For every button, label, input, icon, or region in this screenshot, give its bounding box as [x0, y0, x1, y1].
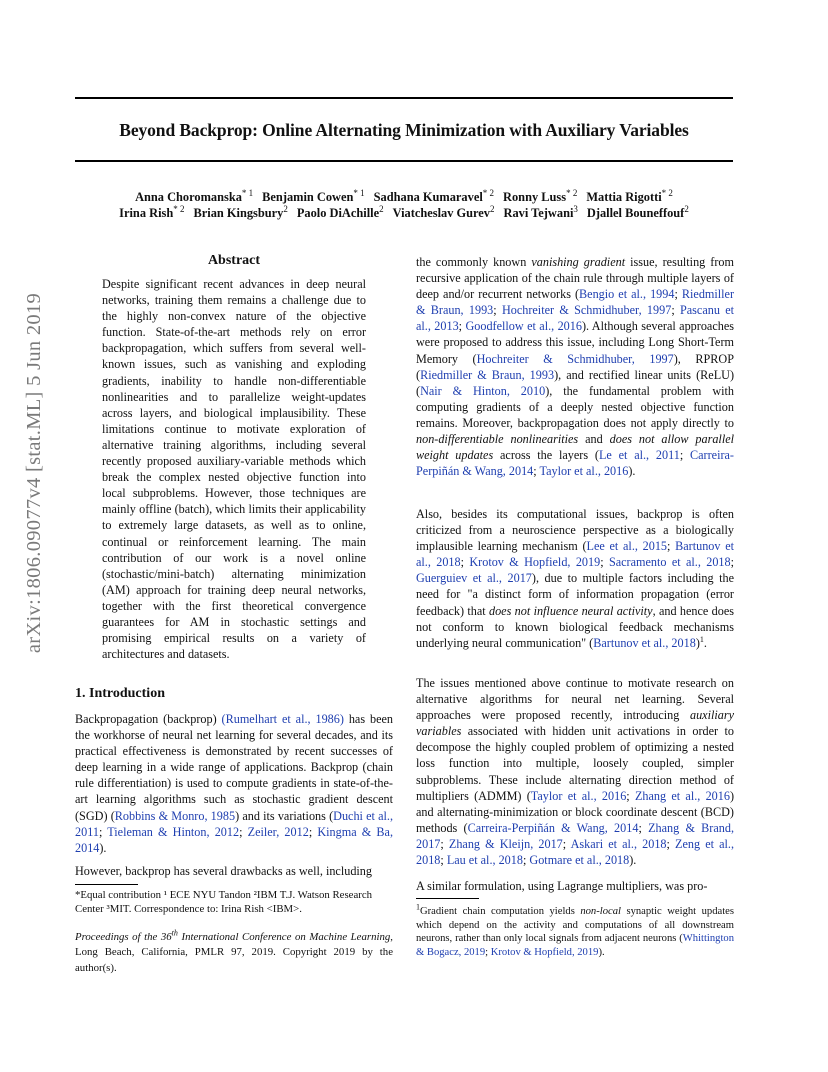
footnote-1 — [416, 902, 734, 959]
text-run: ; — [626, 788, 635, 803]
text-run: ; — [667, 539, 676, 554]
text-run: across the layers ( — [493, 448, 599, 463]
text-run: ), due to multiple factors including the need for "a distinct form of information propagation (error feedback) that — [416, 571, 734, 618]
citation-link[interactable]: Hochreiter & Schmidhuber, 1997 — [476, 351, 674, 366]
paper-title: Beyond Backprop: Online Alternating Minimization with Auxiliary Variables — [119, 120, 689, 140]
right-paragraph-2 — [416, 506, 734, 651]
citation-link[interactable]: Pascanu et al., 2013 — [416, 303, 735, 334]
citation-link[interactable]: Carreira-Perpiñán & Wang, 2014 — [416, 448, 734, 479]
text-run: ), the fundamental problem with computing gradients of a deeply nested objective function remains. Moreover, backpropagation does not apply directly to — [416, 383, 734, 430]
text-run: the commonly known — [416, 255, 532, 269]
citation-link[interactable]: Tieleman & Hinton, 2012 — [107, 824, 240, 839]
author-affiliation-mark: 2 — [379, 203, 384, 214]
affiliation-footnote: *Equal contribution ¹ ECE NYU Tandon ²IBM T.J. Watson Research Center ³MIT. Correspondence to: Irina Rish <IBM>. — [75, 889, 373, 915]
text-run: , Long Beach, California, PMLR 97, 2019. Copyright 2019 by the author(s). — [75, 931, 393, 974]
author-name: Viatcheslav Gurev — [392, 206, 491, 220]
text-run: Backpropagation (backprop) — [75, 712, 222, 726]
text-run: issue, resulting from recursive application of the chain rule through multiple layers of deep and/or recurrent networks ( — [416, 255, 734, 302]
text-run: and — [578, 432, 610, 447]
citation-link[interactable]: Gotmare et al., 2018 — [529, 853, 630, 868]
intro-paragraph-2 — [75, 863, 393, 879]
text-run: ; — [239, 824, 248, 839]
text-run: ; — [666, 836, 676, 851]
emphasis-text: non-local — [580, 906, 621, 917]
text-run: ) and its variations ( — [235, 808, 334, 823]
citation-link[interactable]: Duchi et al., 2011 — [75, 808, 393, 839]
author-name: Paolo DiAchille — [296, 206, 380, 220]
author-affiliation-mark: 2 — [684, 203, 689, 214]
author-name: Ronny Luss — [503, 190, 567, 204]
text-run: The issues mentioned above continue to motivate research on alternative algorithms for neural net learning. Several approaches were proposed recently, introducing — [416, 676, 734, 723]
text-run: ) and alternating-minimization or block coordinate descent (BCD) methods ( — [416, 788, 735, 835]
author — [119, 203, 185, 220]
author — [586, 187, 673, 204]
author — [392, 203, 495, 220]
emphasis-text: vanishing gradient — [531, 255, 626, 269]
citation-link[interactable]: Zeng et al., 2018 — [416, 836, 735, 868]
text-run: ; — [440, 836, 449, 851]
citation-link[interactable]: Kingma & Ba, 2014 — [75, 824, 393, 855]
text-run: ). — [628, 464, 636, 479]
right-paragraph-3 — [416, 675, 734, 868]
author-affiliation-mark: * 1 — [241, 187, 254, 198]
section-heading-introduction: 1. Introduction — [75, 686, 165, 701]
author-name: Benjamin Cowen — [262, 190, 354, 204]
citation-link[interactable]: Riedmiller & Braun, 1993 — [416, 287, 735, 318]
author-affiliation-mark: * 1 — [353, 187, 365, 198]
proceedings-notice — [75, 930, 393, 976]
superscript: th — [171, 928, 178, 938]
text-run: ; — [730, 555, 734, 570]
author-affiliation-mark: 3 — [573, 203, 578, 214]
citation-link[interactable]: Goodfellow et al., 2016 — [465, 319, 582, 334]
citation-link[interactable]: Bartunov et al., 2018 — [593, 635, 696, 650]
citation-link[interactable]: (Rumelhart et al., 1986) — [221, 712, 344, 726]
text-run: ; — [533, 464, 540, 479]
citation-link[interactable]: Bartunov et al., 2018 — [416, 539, 734, 570]
text-run: ). — [99, 840, 107, 855]
text-run: ), and rectified linear units (ReLU) ( — [416, 367, 735, 398]
citation-link[interactable]: Krotov & Hopfield, 2019 — [490, 946, 599, 958]
citation-link[interactable]: Carreira-Perpiñán & Wang, 2014 — [467, 820, 639, 835]
text-run: ; — [674, 287, 682, 302]
text-run: However, backprop has several drawbacks as well, including — [75, 864, 372, 878]
citation-link[interactable]: Riedmiller & Braun, 1993 — [420, 367, 555, 382]
text-run: ; — [600, 555, 609, 570]
author-affiliation-mark: 2 — [490, 203, 495, 214]
text-run: ; — [458, 319, 466, 334]
citation-link[interactable]: Le et al., 2011 — [598, 448, 680, 463]
author — [135, 187, 254, 204]
emphasis-text: auxiliary variables — [416, 708, 734, 739]
author — [296, 203, 384, 220]
citation-link[interactable]: Krotov & Hopfield, 2019 — [469, 555, 601, 570]
author — [503, 203, 578, 220]
text-run: ; — [638, 820, 649, 835]
text-run: Gradient chain computation yields — [420, 906, 581, 917]
footnote-rule-right — [416, 898, 479, 899]
abstract-body: Despite significant recent advances in deep neural networks, training them remains a challenge due to the highly non-convex nature of the objective function. State-of-the-art methods rely on error backpropagation, which suffers from several well-known issues, such as vanishing and exploding gradients, inability to handle non-differentiable nonlinearities and to parallelize weight-updates across layers, and biological implausibility. These limitations continue to motivate exploration of alternative training algorithms, including several recently proposed auxiliary-variable methods which break the complex nested objective function into local subproblems. However, those techniques are mainly offline (batch), which limits their applicability to extremely large datasets, as well as to online, continual or reinforcement learning. The main contribution of our work is a novel online (stochastic/mini-batch) alternating minimization (AM) approach for training deep neural networks, together with the first theoretical convergence guarantees for AM in stochastic settings and promising empirical results on a variety of architectures and datasets. — [102, 277, 366, 662]
emphasis-text: does not influence neural activity — [488, 603, 653, 618]
text-run: ; — [308, 824, 318, 839]
author-line-2 — [75, 203, 733, 221]
text-run: , and hence does not conform to known biological feedback mechanisms underlying neural communication" ( — [416, 603, 734, 650]
title-rule-top — [75, 97, 733, 99]
citation-link[interactable]: Hochreiter & Schmidhuber, 1997 — [501, 303, 672, 318]
author-name: Djallel Bouneffouf — [586, 206, 685, 220]
citation-link[interactable]: Robbins & Monro, 1985 — [114, 808, 236, 823]
citation-link[interactable]: Nair & Hinton, 2010 — [420, 383, 546, 398]
text-run: has been the workhorse of neural net learning for several decades, and its practical effectiveness is demonstrated by recent successes of deep learning in a wide range of applications. Backprop (chain rule differentiation) is used to compute gradients in state-of-the-art learning algorithms such as stochastic gradient descent (SGD) ( — [75, 712, 394, 823]
emphasis-text: does not allow parallel weight updates — [416, 432, 734, 463]
author-name: Mattia Rigotti — [586, 190, 662, 204]
intro-paragraph-1 — [75, 711, 393, 856]
superscript: 1 — [699, 634, 704, 644]
author — [193, 203, 288, 220]
citation-link[interactable]: Lau et al., 2018 — [446, 853, 523, 868]
author — [373, 187, 495, 204]
citation-link[interactable]: Taylor et al., 2016 — [539, 464, 629, 479]
citation-link[interactable]: Bengio et al., 1994 — [579, 287, 675, 302]
title-rule-bottom — [75, 160, 733, 162]
text-run: ). — [598, 946, 605, 958]
citation-link[interactable]: Sacramento et al., 2018 — [608, 555, 731, 570]
text-run: A similar formulation, using Lagrange multipliers, was pro- — [416, 879, 708, 893]
citation-link[interactable]: Zhang & Kleijn, 2017 — [448, 836, 563, 851]
right-paragraph-1 — [416, 254, 734, 479]
footnote-rule-left — [75, 884, 138, 885]
author — [586, 203, 689, 220]
text-run: ; — [440, 853, 447, 868]
author-name: Brian Kingsbury — [193, 206, 284, 220]
author-name: Irina Rish — [119, 206, 174, 220]
arxiv-identifier-stamp: arXiv:1806.09077v4 [stat.ML] 5 Jun 2019 — [23, 292, 45, 654]
text-run: ). Although several approaches were proposed to address this issue, including Long Short-Term Memory ( — [416, 319, 734, 366]
emphasis-text: International Conference on Machine Learning — [177, 931, 391, 943]
author-affiliation-mark: * 2 — [661, 187, 673, 198]
text-run: ; — [98, 824, 108, 839]
citation-link[interactable]: Guerguiev et al., 2017 — [416, 571, 532, 586]
abstract-heading: Abstract — [207, 253, 261, 268]
citation-link[interactable]: Zhang & Brand, 2017 — [416, 820, 735, 851]
text-run: Also, besides its computational issues, backprop is often criticized from a neuroscience perspective as a biologically implausible learning mechanism ( — [416, 507, 734, 554]
author — [262, 187, 365, 204]
author-affiliation-mark: * 2 — [173, 203, 185, 214]
text-run: ). — [629, 853, 637, 868]
citation-link[interactable]: Whittington & Bogacz, 2019 — [416, 933, 734, 958]
text-run: ; — [522, 853, 530, 868]
emphasis-text: Proceedings of the 36 — [75, 931, 172, 943]
text-run: ), RPROP ( — [416, 351, 734, 382]
author-affiliation-mark: 2 — [283, 203, 288, 214]
author-name: Sadhana Kumaravel — [373, 190, 483, 204]
text-run: . — [703, 635, 707, 650]
author-affiliation-mark: * 2 — [482, 187, 495, 198]
author-affiliation-mark: * 2 — [566, 187, 578, 198]
text-run: ; — [679, 448, 691, 463]
superscript: 1 — [416, 902, 420, 912]
citation-link[interactable]: Taylor et al., 2016 — [530, 788, 627, 803]
citation-link[interactable]: Lee et al., 2015 — [586, 539, 668, 554]
author — [503, 187, 578, 204]
citation-link[interactable]: Zeiler, 2012 — [247, 824, 309, 839]
text-run: ; — [460, 555, 470, 570]
text-run: ; — [493, 303, 502, 318]
text-run: associated with hidden unit activations in order to decompose the highly coupled problem of optimizing a nested loss function into multiple, loosely coupled, simpler subproblems. These include alternating direction method of multipliers (ADMM) ( — [416, 724, 734, 803]
author-name: Anna Choromanska — [135, 190, 242, 204]
text-run: ) — [695, 635, 700, 650]
right-paragraph-4 — [416, 878, 734, 894]
emphasis-text: non-differentiable nonlinearities — [416, 432, 579, 447]
text-run: ; — [562, 836, 571, 851]
citation-link[interactable]: Askari et al., 2018 — [570, 836, 667, 851]
text-run: synaptic weight updates which depend on the activity and computations of all downstream neurons, rather than only local signals from adjacent neurons ( — [416, 906, 734, 945]
text-run: ; — [485, 946, 491, 958]
citation-link[interactable]: Zhang et al., 2016 — [634, 788, 730, 803]
author-line-1 — [75, 187, 733, 205]
text-run: ; — [671, 303, 680, 318]
author-name: Ravi Tejwani — [503, 206, 574, 220]
